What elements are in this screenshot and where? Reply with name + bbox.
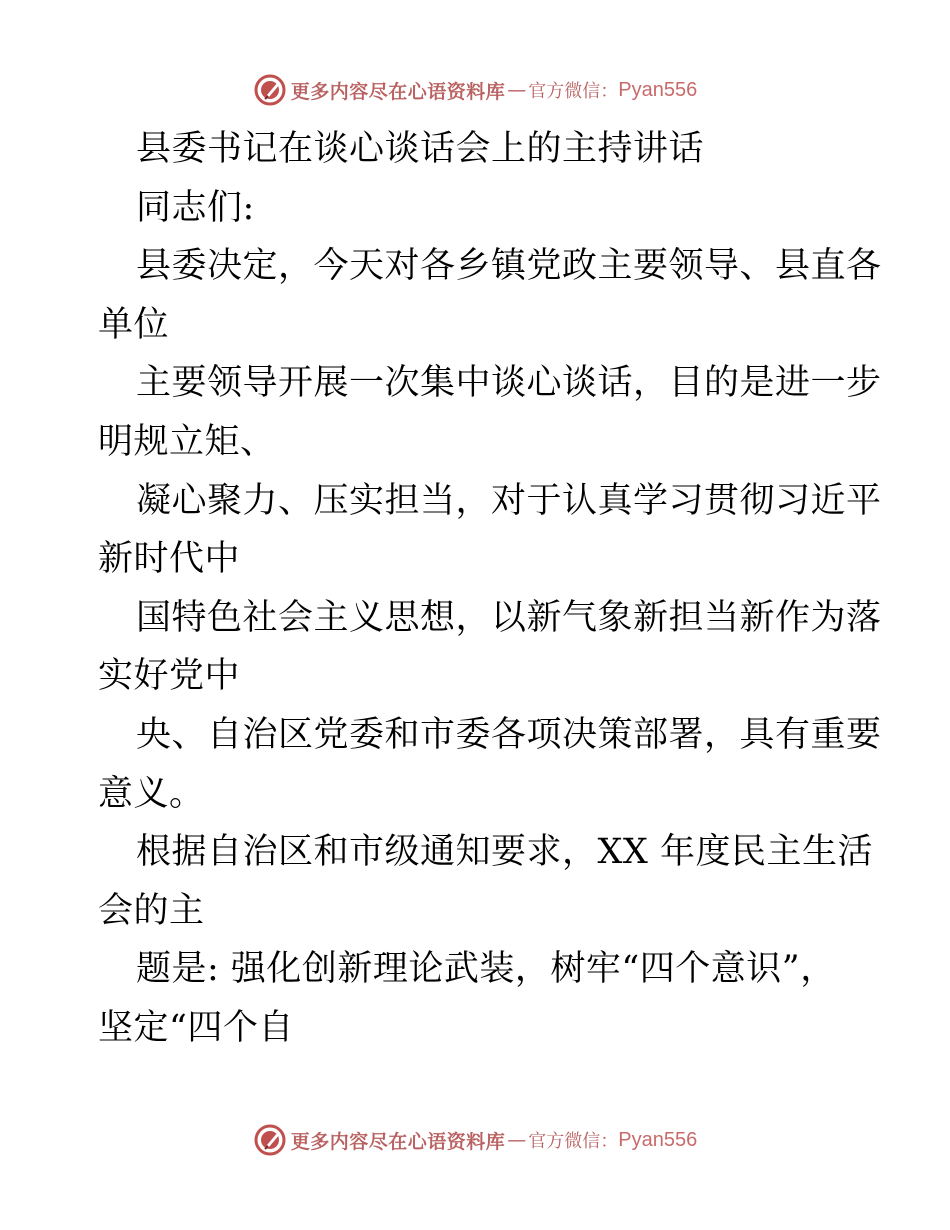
watermark-text: 更多内容尽在心语资料库 — [290, 1130, 506, 1153]
quill-logo-icon — [253, 1123, 287, 1157]
footer-watermark — [0, 1120, 950, 1160]
header-watermark — [0, 70, 950, 110]
text-line: 题是: 强化创新理论武装，树牢“四个意识”， — [136, 949, 836, 990]
text-line: 意义。 — [98, 773, 205, 814]
document-body — [98, 120, 882, 1058]
watermark-separator: — — [507, 79, 527, 101]
text-line: 新时代中 — [98, 539, 241, 580]
text-line: 明规立矩、 — [98, 421, 276, 462]
text-line: 国特色社会主义思想，以新气象新担当新作为落 — [136, 597, 882, 638]
watermark-label: 官方微信： — [528, 1131, 619, 1152]
text-line: 坚定“四个自 — [98, 1007, 294, 1048]
watermark-wechat-id: Pyan556 — [618, 1128, 698, 1151]
text-line: 主要领导开展一次集中谈心谈话，目的是进一步 — [136, 363, 882, 404]
text-line: 实好党中 — [98, 656, 241, 697]
text-line: 根据自治区和市级通知要求，XX 年度民主生活 — [136, 832, 873, 873]
quill-logo-icon — [253, 73, 287, 107]
text-line: 县委决定，今天对各乡镇党政主要领导、县直各 — [136, 246, 882, 287]
text-line: 凝心聚力、压实担当，对于认真学习贯彻习近平 — [136, 480, 882, 521]
watermark-wechat-id: Pyan556 — [618, 78, 698, 101]
salutation: 同志们: — [136, 187, 255, 228]
text-line: 会的主 — [98, 890, 205, 931]
watermark-text: 更多内容尽在心语资料库 — [290, 80, 506, 103]
text-line: 单位 — [98, 304, 170, 345]
watermark-label: 官方微信： — [528, 81, 619, 102]
document-title: 县委书记在谈心谈话会上的主持讲话 — [136, 129, 705, 169]
watermark-separator: — — [507, 1129, 527, 1151]
text-line: 央、自治区党委和市委各项决策部署，具有重要 — [136, 714, 882, 755]
